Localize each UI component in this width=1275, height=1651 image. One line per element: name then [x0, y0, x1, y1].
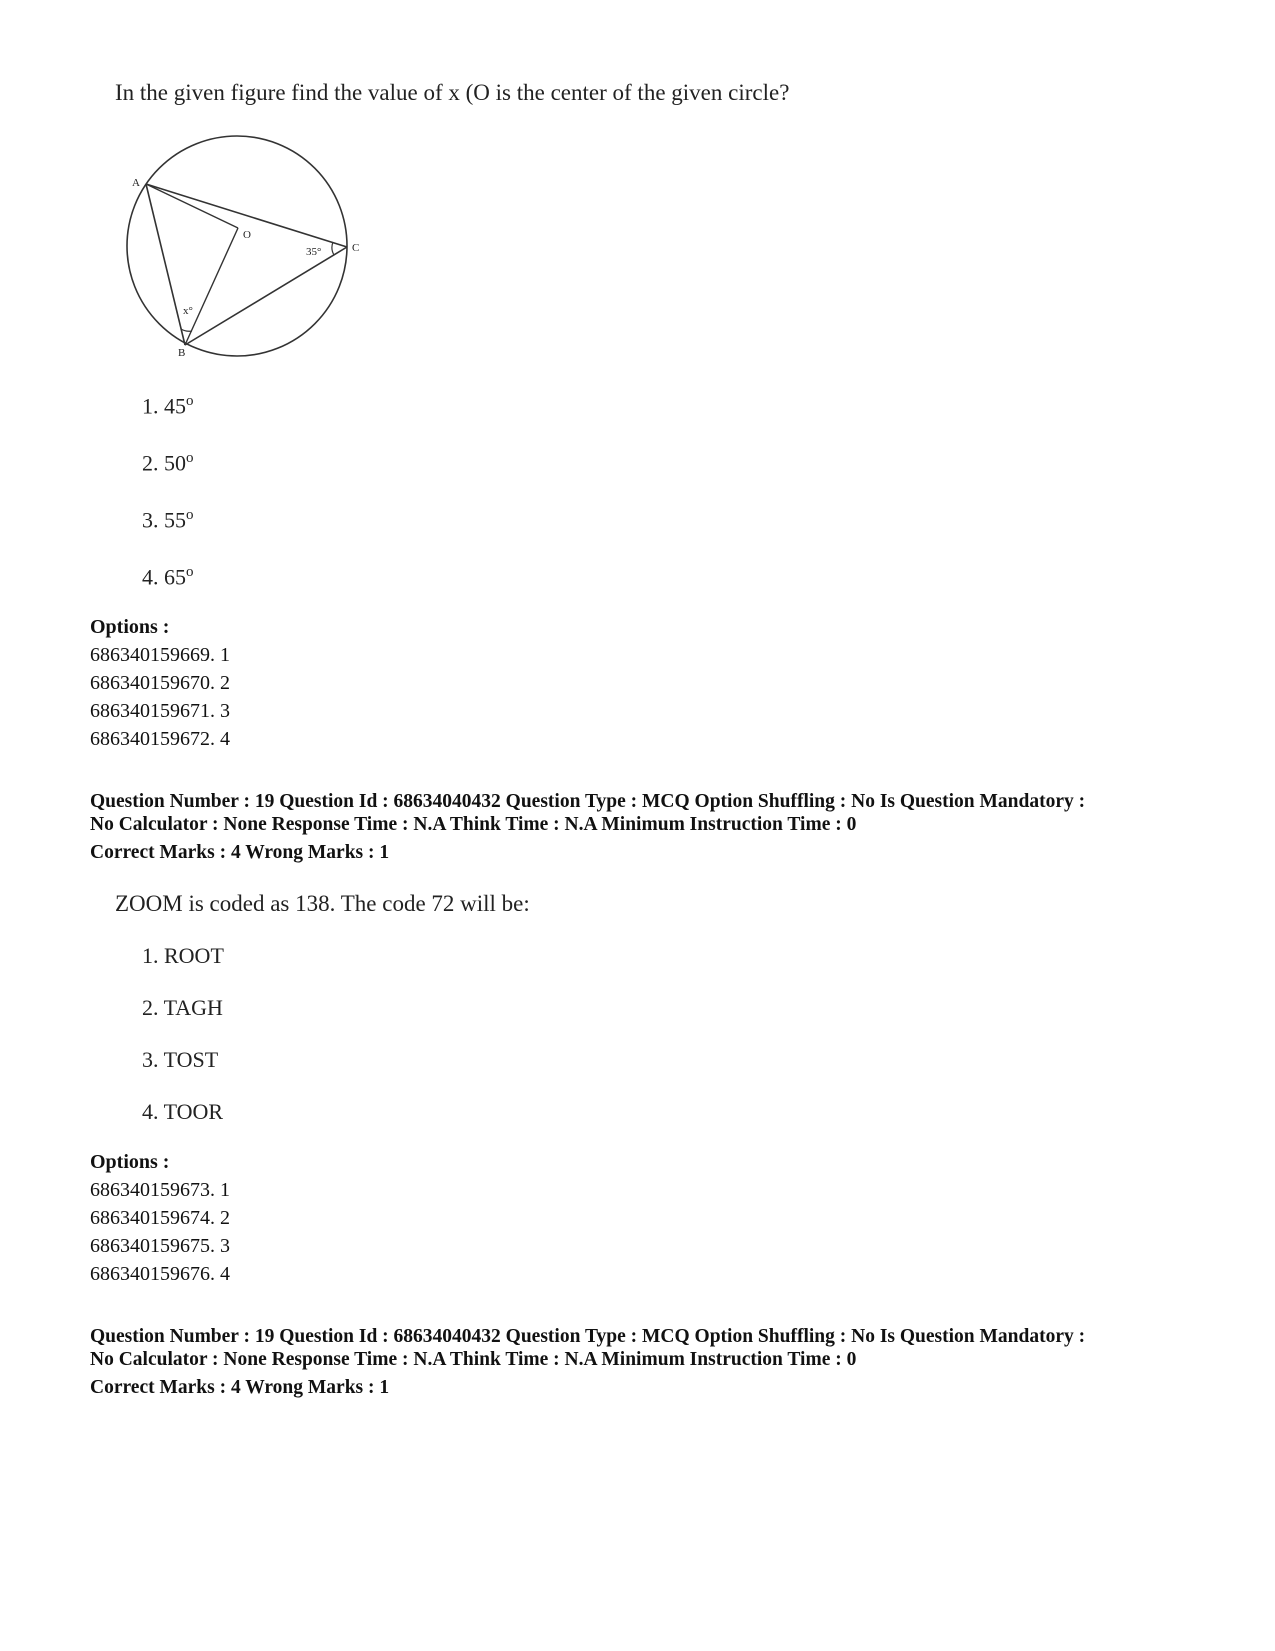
- marks-line: Correct Marks : 4 Wrong Marks : 1: [90, 1377, 390, 1398]
- chord-bc: [185, 247, 347, 345]
- angle-arc-b: [181, 329, 192, 331]
- option-id-line: 686340159672. 4: [90, 728, 230, 750]
- label-angle-x: x°: [183, 305, 193, 317]
- radius-ao: [146, 184, 238, 228]
- question-meta-line: Question Number : 19 Question Id : 68634040432 Question Type : MCQ Option Shuffling : No Is Question Mandatory :: [90, 791, 1086, 812]
- option-id-line: 686340159670. 2: [90, 672, 230, 694]
- option-id-line: 686340159674. 2: [90, 1207, 230, 1229]
- choice-4: 4. TOOR: [142, 1099, 224, 1124]
- label-c: C: [352, 242, 360, 254]
- marks-line: Correct Marks : 4 Wrong Marks : 1: [90, 842, 390, 863]
- choice-1: 1. ROOT: [142, 943, 224, 968]
- label-o: O: [243, 229, 251, 241]
- chord-ab: [146, 184, 185, 345]
- choice-3: 3. TOST: [142, 1047, 219, 1072]
- option-id-line: 686340159671. 3: [90, 700, 230, 722]
- choice-2: 2. TAGH: [142, 995, 223, 1020]
- choice-4: 4. 65$^o$: [142, 564, 194, 590]
- radius-bo: [185, 228, 238, 345]
- question-meta-line: No Calculator : None Response Time : N.A Think Time : N.A Minimum Instruction Time : 0: [90, 1349, 857, 1370]
- label-angle-c: 35°: [306, 246, 322, 258]
- option-id-line: 686340159669. 1: [90, 644, 230, 666]
- option-id-line: 686340159675. 3: [90, 1235, 230, 1257]
- question-meta-line: No Calculator : None Response Time : N.A Think Time : N.A Minimum Instruction Time : 0: [90, 814, 857, 835]
- options-heading: Options :: [90, 616, 170, 638]
- option-id-line: 686340159673. 1: [90, 1179, 230, 1201]
- options-heading: Options :: [90, 1151, 170, 1173]
- label-b: B: [178, 347, 186, 359]
- question-text: In the given figure find the value of x (O is the center of the given circle?: [115, 80, 790, 105]
- question-text: ZOOM is coded as 138. The code 72 will be:: [115, 891, 530, 916]
- label-a: A: [132, 177, 140, 189]
- choice-2: 2. 50$^o$: [142, 450, 194, 476]
- option-id-line: 686340159676. 4: [90, 1263, 230, 1285]
- choice-1: 1. 45$^o$: [142, 393, 194, 419]
- question-meta-line: Question Number : 19 Question Id : 68634040432 Question Type : MCQ Option Shuffling : No Is Question Mandatory :: [90, 1326, 1086, 1347]
- angle-arc-c: [332, 242, 334, 255]
- choice-3: 3. 55$^o$: [142, 507, 194, 533]
- circle-figure: [110, 125, 380, 370]
